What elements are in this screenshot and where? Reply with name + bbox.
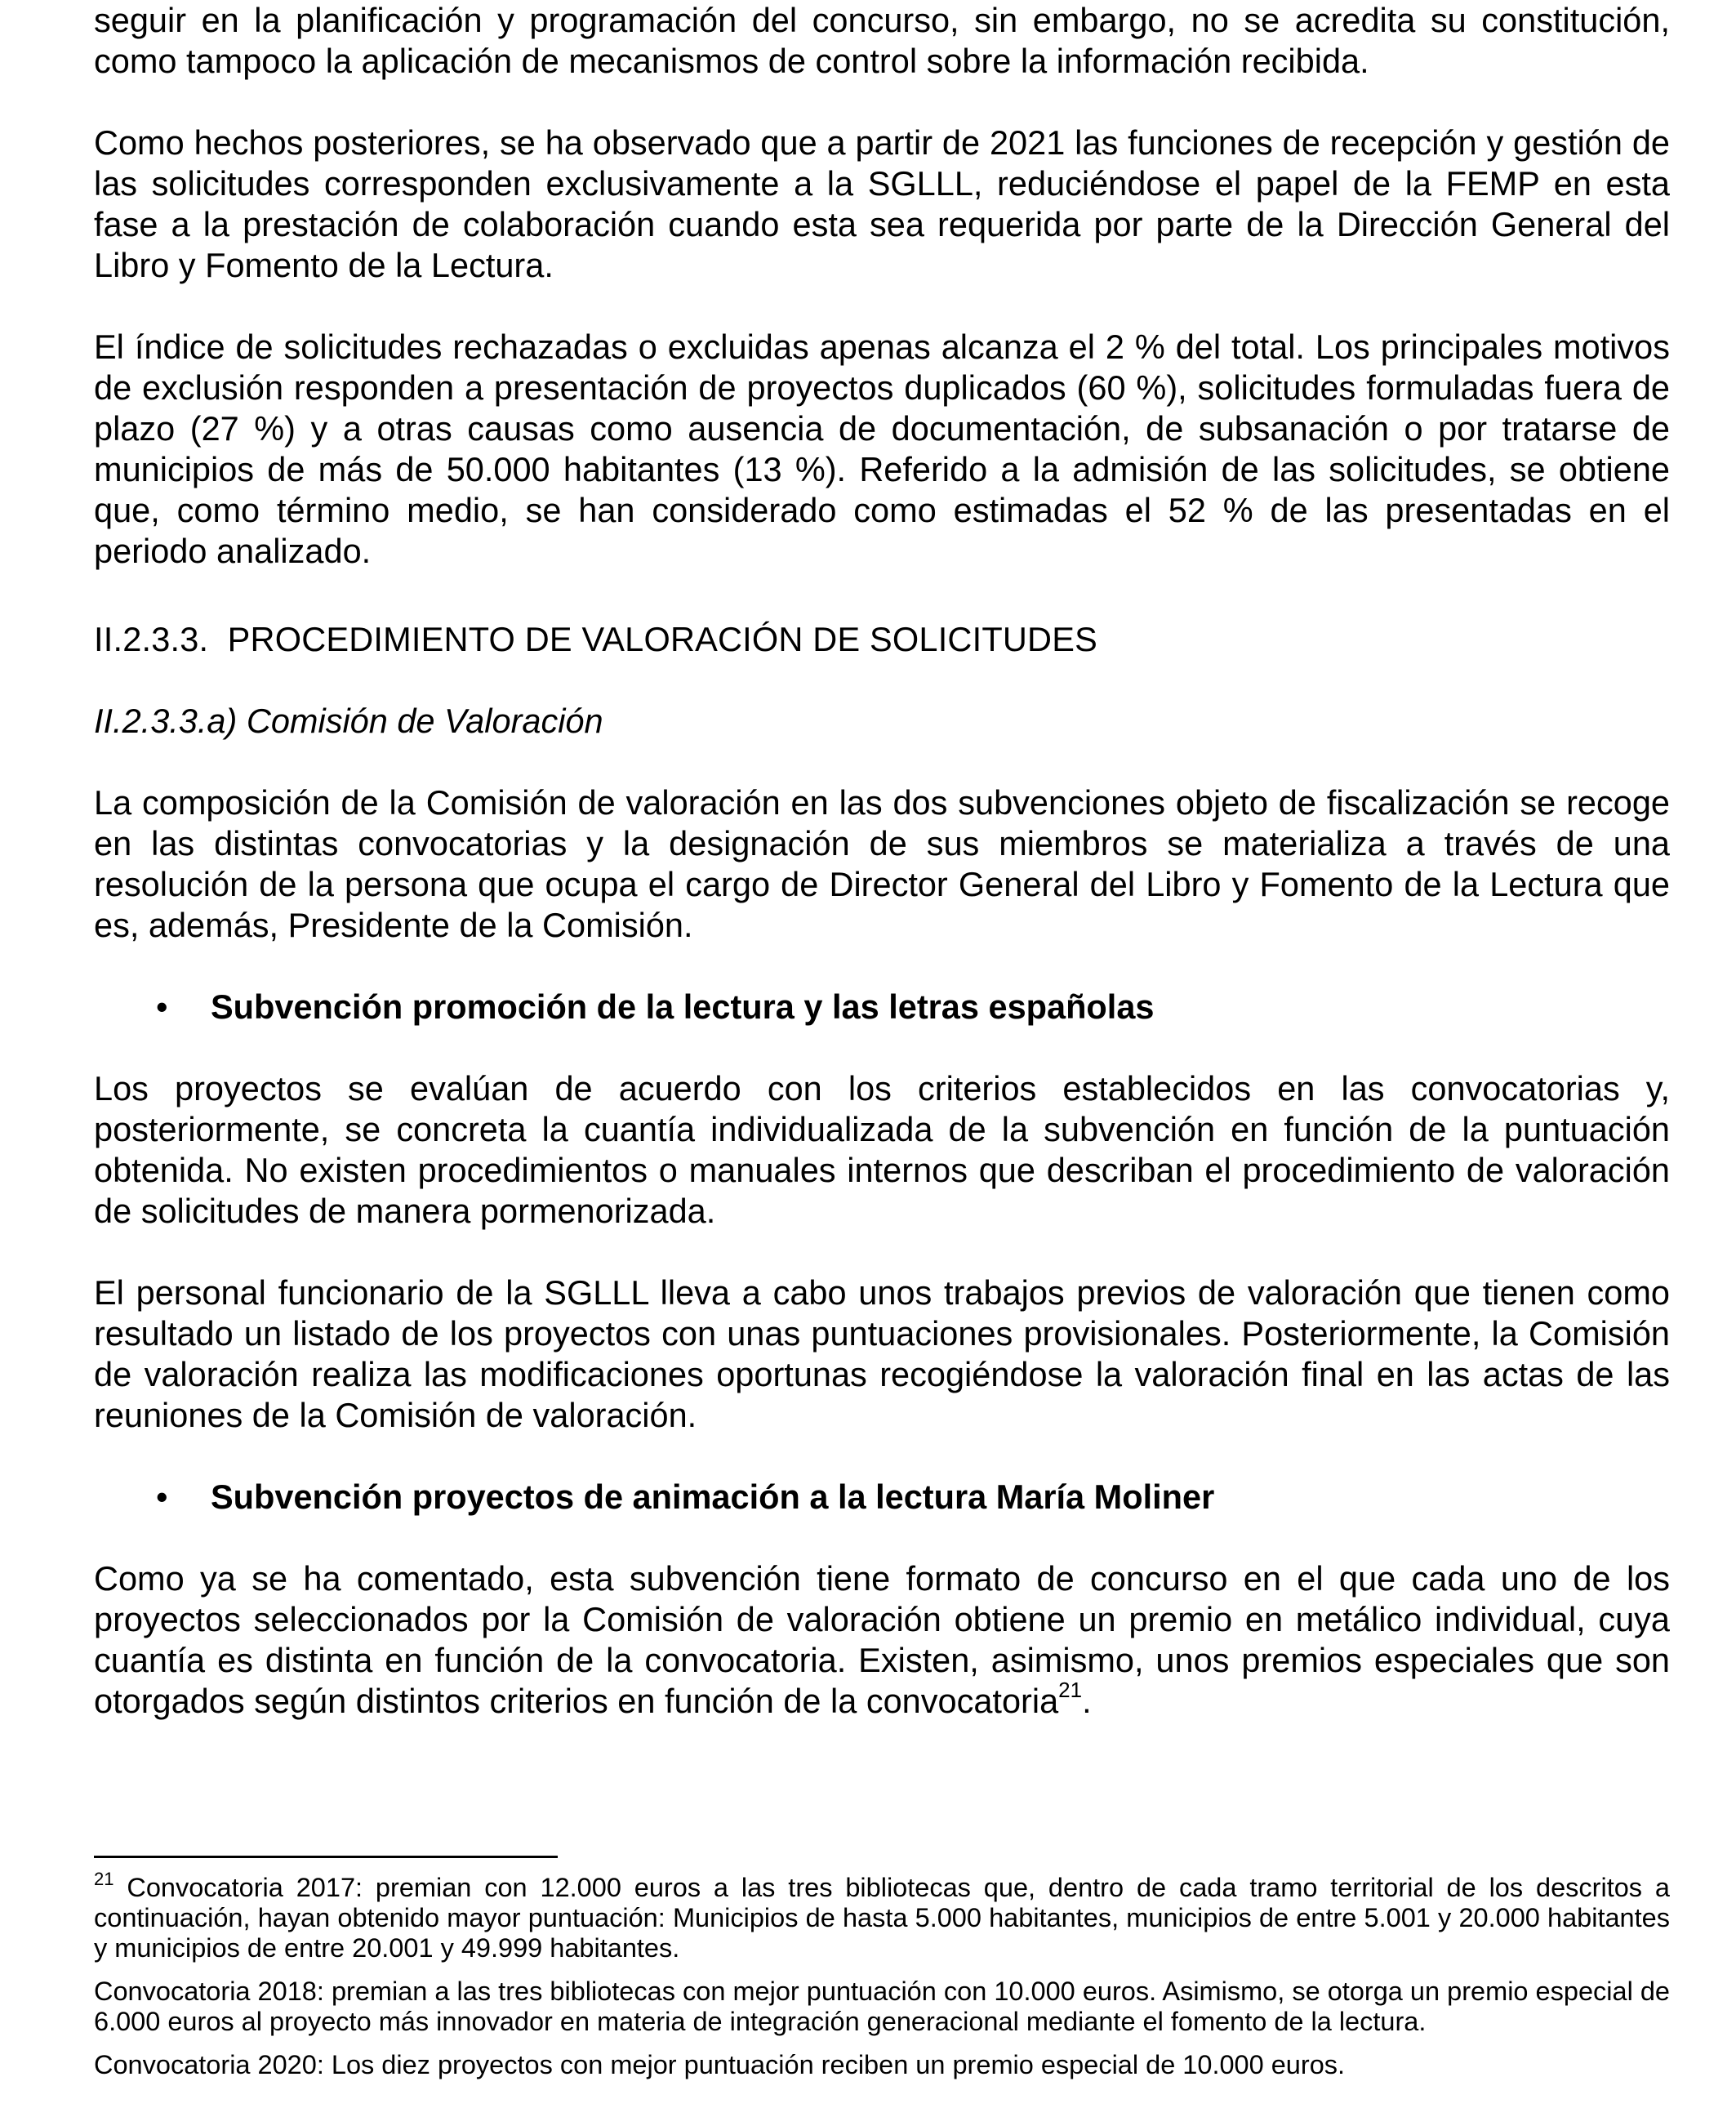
body-paragraph: Como hechos posteriores, se ha observado que a partir de 2021 las funciones de recepción y gestión de las solicitudes corresponden exclusivamente a la SGLLL, reduciéndose el papel de la FEMP en esta fase a la prestación de colaboración cuando esta sea requerida por parte de la Dirección General del Libro y Fomento de la Lectura. xyxy=(94,123,1670,284)
footnote-item: Convocatoria 2020: Los diez proyectos con mejor puntuación reciben un premio especial de 10.000 euros. xyxy=(94,2050,1346,2079)
paragraph-text: Como ya se ha comentado, esta subvención tiene formato de concurso en el que cada uno de los proyectos seleccionados por la Comisión de valoración obtiene un premio en metálico individual, cuya cuantía es distinta en función de la convocatoria. Existen, asimismo, unos premios especiales que son otorgados según distintos criterios en función de la convocatoria xyxy=(94,1559,1670,1720)
paragraph-end: . xyxy=(1082,1682,1092,1720)
bullet-dot-icon: • xyxy=(156,987,168,1026)
body-paragraph: Los proyectos se evalúan de acuerdo con los criterios establecidos en las convocatorias y, posteriormente, se concreta la cuantía individualizada de la subvención en función de la puntuación obtenida. No existen procedimientos o manuales internos que describan el procedimiento de valoración de solicitudes de manera pormenorizada. xyxy=(94,1069,1670,1230)
footnote-separator xyxy=(94,1856,558,1858)
body-paragraph: El personal funcionario de la SGLLL lleva a cabo unos trabajos previos de valoración que tienen como resultado un listado de los proyectos con unas puntuaciones provisionales. Posteriormente, la Comisión de valoración realiza las modificaciones oportunas recogiéndose la valoración final en las actas de las reuniones de la Comisión de valoración. xyxy=(94,1273,1670,1434)
footnote-item: Convocatoria 2018: premian a las tres bibliotecas con mejor puntuación con 10.000 euros. Asimismo, se otorga un premio especial de 6.000 euros al proyecto más innovador en materia de integración generacional mediante el fomento de la lectura. xyxy=(94,1977,1670,2036)
body-paragraph: seguir en la planificación y programación del concurso, sin embargo, no se acredita su constitución, como tampoco la aplicación de mecanismos de control sobre la información recibida. xyxy=(94,1,1670,80)
bullet-heading xyxy=(94,987,1670,1027)
bullet-heading-text: Subvención proyectos de animación a la lectura María Moliner xyxy=(211,1477,1215,1516)
section-heading: II.2.3.3. PROCEDIMIENTO DE VALORACIÓN DE SOLICITUDES xyxy=(94,620,1097,658)
bullet-heading-text: Subvención promoción de la lectura y las letras españolas xyxy=(211,987,1155,1026)
body-paragraph: El índice de solicitudes rechazadas o excluidas apenas alcanza el 2 % del total. Los principales motivos de exclusión responden a presentación de proyectos duplicados (60 %), solicitudes formuladas fuera de plazo (27 %) y a otras causas como ausencia de documentación, de subsanación o por tratarse de municipios de más de 50.000 habitantes (13 %). Referido a la admisión de las solicitudes, se obtiene que, como término medio, se han considerado como estimadas el 52 % de las presentadas en el periodo analizado. xyxy=(94,328,1670,570)
body-paragraph: La composición de la Comisión de valoración en las dos subvenciones objeto de fiscalización se recoge en las distintas convocatorias y la designación de sus miembros se materializa a través de una resolución de la persona que ocupa el cargo de Director General del Libro y Fomento de la Lectura que es, además, Presidente de la Comisión. xyxy=(94,783,1670,944)
bullet-dot-icon: • xyxy=(156,1477,168,1516)
footnote-text: Convocatoria 2017: premian con 12.000 euros a las tres bibliotecas que, dentro de cada tramo territorial de los descritos a continuación, hayan obtenido mayor puntuación: Municipios de hasta 5.000 habitantes, municipios de entre 5.001 y 20.000 habitantes y municipios de entre 20.001 y 49.999 habitantes. xyxy=(94,1873,1670,1963)
footnote-item xyxy=(94,1869,1670,1963)
footnote-number: 21 xyxy=(94,1869,114,1890)
footnote-reference: 21 xyxy=(1058,1678,1083,1703)
document-page xyxy=(94,0,1670,1722)
footnotes xyxy=(94,1869,1670,2093)
subsection-heading: II.2.3.3.a) Comisión de Valoración xyxy=(94,702,603,740)
bullet-heading xyxy=(94,1477,1670,1518)
body-paragraph xyxy=(94,1558,1670,1722)
